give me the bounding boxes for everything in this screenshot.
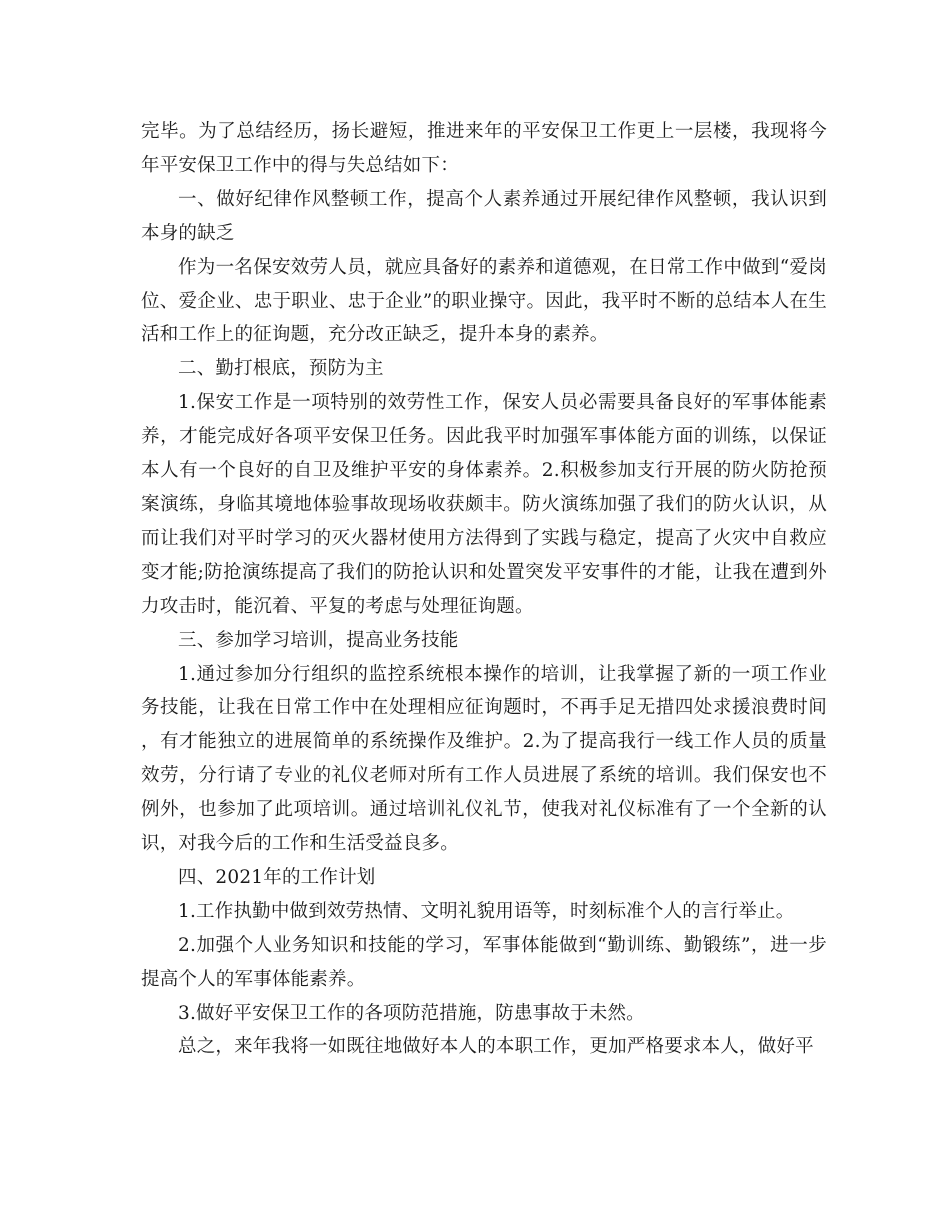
heading-discipline: 一、做好纪律作风整顿工作，提高个人素养通过开展纪律作风整顿，我认识到本身的缺乏 — [141, 188, 827, 244]
heading-training: 三、参加学习培训，提高业务技能 — [178, 629, 459, 651]
paragraph-conclusion: 总之，来年我将一如既往地做好本人的本职工作，更加严格要求本人，做好平 — [178, 1036, 814, 1058]
heading-work-plan: 四、2021年的工作计划 — [178, 866, 376, 888]
plan-item-1: 1.工作执勤中做到效劳热情、文明礼貌用语等，时刻标准个人的言行举止。 — [178, 900, 795, 922]
paragraph-discipline: 作为一名保安效劳人员，就应具备好的素养和道德观，在日常工作中做到“爱岗位、爱企业、忠于职业、忠于企业”的职业操守。因此，我平时不断的总结本人在生活和工作上的征询题，充分改正缺乏，提升本身的素养。 — [141, 256, 827, 346]
plan-item-2: 2.加强个人业务知识和技能的学习，军事体能做到“勤训练、勤锻练”，进一步提高个人的军事体能素养。 — [141, 934, 827, 990]
paragraph-foundation: 1.保安工作是一项特别的效劳性工作，保安人员必需要具备良好的军事体能素养，才能完成好各项平安保卫任务。因此我平时加强军事体能方面的训练，以保证本人有一个良好的自卫及维护平安的身体素养。2.积极参加支行开展的防火防抢预案演练，身临其境地体验事故现场收获颇丰。防火演练加强了我们的防火认识，从而让我们对平时学习的灭火器材使用方法得到了实践与稳定，提高了火灾中自救应变才能;防抢演练提高了我们的防抢认识和处置突发平安事件的才能，让我在遭到外力攻击时，能沉着、平复的考虑与处理征询题。 — [141, 392, 827, 617]
plan-item-3: 3.做好平安保卫工作的各项防范措施，防患事故于未然。 — [178, 1002, 645, 1024]
paragraph-intro: 完毕。为了总结经历，扬长避短，推进来年的平安保卫工作更上一层楼，我现将今年平安保卫工作中的得与失总结如下： — [141, 121, 827, 176]
heading-foundation: 二、勤打根底，预防为主 — [178, 358, 384, 380]
paragraph-training: 1.通过参加分行组织的监控系统根本操作的培训，让我掌握了新的一项工作业务技能，让我在日常工作中在处理相应征询题时，不再手足无措四处求援浪费时间，有才能独立的进展简单的系统操作及维护。2.为了提高我行一线工作人员的质量效劳，分行请了专业的礼仪老师对所有工作人员进展了系统的培训。我们保安也不例外，也参加了此项培训。通过培训礼仪礼节，使我对礼仪标准有了一个全新的认识，对我今后的工作和生活受益良多。 — [141, 663, 827, 855]
document-body — [141, 115, 827, 1064]
